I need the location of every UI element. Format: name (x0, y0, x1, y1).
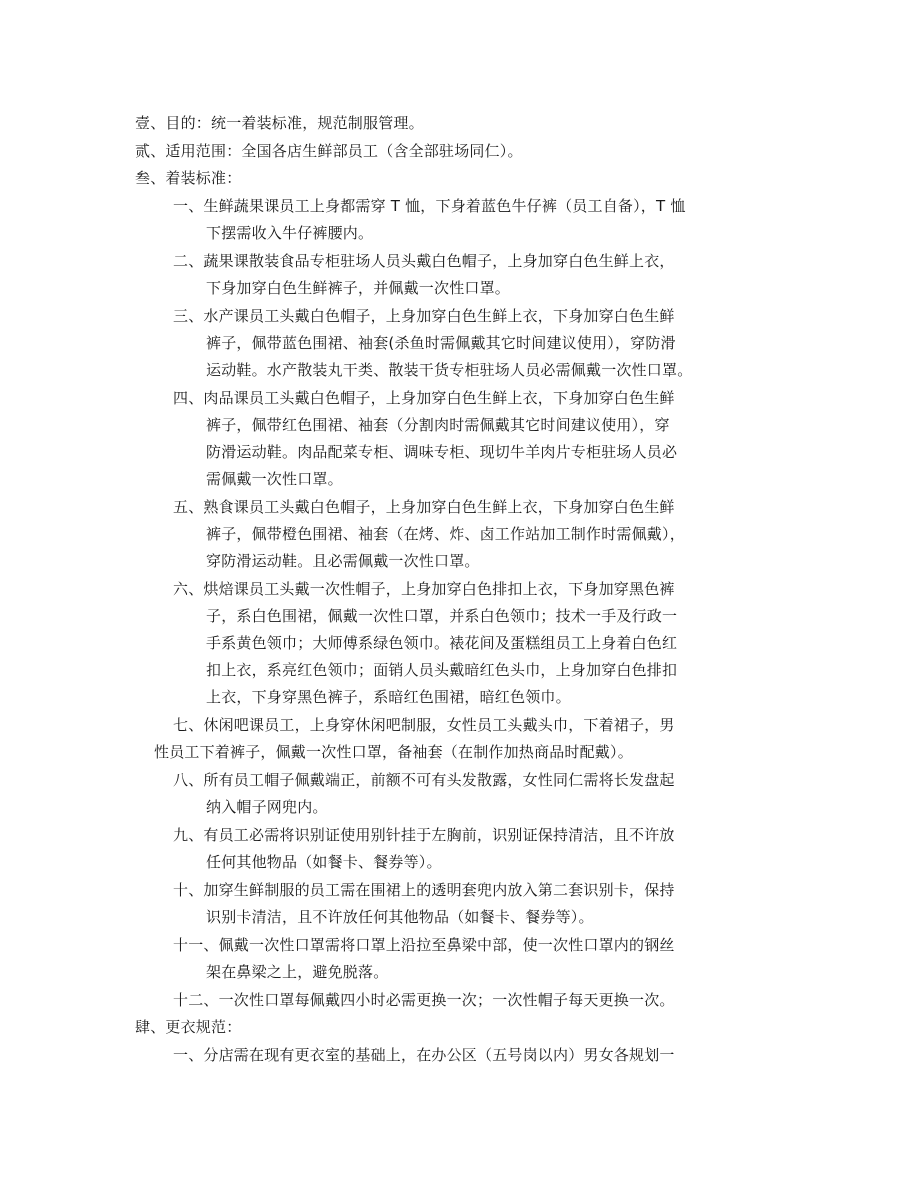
list-item: 八、所有员工帽子佩戴端正，前额不可有头发散露，女性同仁需将长发盘起 (173, 771, 675, 789)
list-item-continuation: 运动鞋。水产散装丸干类、散装干货专柜驻场人员必需佩戴一次性口罩。 (206, 361, 693, 379)
section-heading: 肆、更衣规范： (135, 1018, 242, 1036)
list-item: 十、加穿生鲜制服的员工需在围裙上的透明套兜内放入第二套识别卡，保持 (173, 881, 675, 899)
section-heading: 壹、目的：统一着装标准，规范制服管理。 (135, 114, 424, 132)
list-item-continuation: 裤子，佩带橙色围裙、袖套（在烤、炸、卤工作站加工制作时需佩戴）， (206, 525, 685, 543)
list-item-continuation: 架在鼻梁之上，避免脱落。 (206, 963, 389, 981)
list-item: 四、肉品课员工头戴白色帽子，上身加穿白色生鲜上衣，下身加穿白色生鲜 (173, 389, 675, 407)
list-item-continuation: 扣上衣，系亮红色领巾；面销人员头戴暗红色头巾，上身加穿白色排扣 (206, 661, 678, 679)
list-item-continuation: 裤子，佩带红色围裙、袖套（分割肉时需佩戴其它时间建议使用），穿 (206, 416, 670, 434)
list-item-continuation: 识别卡清洁，且不许放任何其他物品（如餐卡、餐券等）。 (206, 908, 594, 926)
list-item-continuation: 子，系白色围裙，佩戴一次性口罩，并系白色领巾；技术一手及行政一 (206, 607, 678, 625)
list-item-continuation: 防滑运动鞋。肉品配菜专柜、调味专柜、现切牛羊肉片专柜驻场人员必 (206, 443, 678, 461)
section-heading: 叁、着装标准： (135, 169, 242, 187)
list-item-continuation: 上衣，下身穿黑色裤子，系暗红色围裙，暗红色领巾。 (206, 688, 571, 706)
list-item-continuation: 穿防滑运动鞋。且必需佩戴一次性口罩。 (206, 552, 480, 570)
list-item: 三、水产课员工头戴白色帽子，上身加穿白色生鲜上衣，下身加穿白色生鲜 (173, 307, 675, 325)
list-item-continuation: 手系黄色领巾；大师傅系绿色领巾。裱花间及蛋糕组员工上身着白色红 (206, 634, 678, 652)
list-item-continuation: 需佩戴一次性口罩。 (206, 470, 343, 488)
list-item-continuation: 任何其他物品（如餐卡、餐券等）。 (206, 853, 442, 871)
list-item: 十二、一次性口罩每佩戴四小时必需更换一次；一次性帽子每天更换一次。 (173, 991, 675, 1009)
section-heading: 贰、适用范围：全国各店生鲜部员工（含全部驻场同仁）。 (135, 142, 523, 160)
list-item: 一、生鲜蔬果课员工上身都需穿 T 恤，下身着蓝色牛仔裤（员工自备），T 恤 (173, 197, 686, 215)
list-item-continuation: 下摆需收入牛仔裤腰内。 (206, 224, 374, 242)
list-item: 九、有员工必需将识别证使用别针挂于左胸前，识别证保持清洁，且不许放 (173, 826, 675, 844)
list-item: 二、蔬果课散装食品专柜驻场人员头戴白色帽子，上身加穿白色生鲜上衣， (173, 252, 675, 270)
list-item-continuation: 性员工下着裤子，佩戴一次性口罩，备袖套（在制作加热商品时配戴）。 (154, 743, 633, 761)
list-item: 七、休闲吧课员工，上身穿休闲吧制服，女性员工头戴头巾，下着裙子，男 (173, 716, 675, 734)
list-item: 十一、佩戴一次性口罩需将口罩上沿拉至鼻梁中部，使一次性口罩内的钢丝 (173, 936, 675, 954)
list-item: 五、熟食课员工头戴白色帽子，上身加穿白色生鲜上衣，下身加穿白色生鲜 (173, 498, 675, 516)
list-item-continuation: 裤子，佩带蓝色围裙、袖套(杀鱼时需佩戴其它时间建议使用），穿防滑 (206, 334, 676, 352)
list-item: 一、分店需在现有更衣室的基础上，在办公区（五号岗以内）男女各规划一 (173, 1046, 675, 1064)
list-item-continuation: 纳入帽子网兜内。 (206, 798, 328, 816)
list-item-continuation: 下身加穿白色生鲜裤子，并佩戴一次性口罩。 (206, 279, 511, 297)
list-item: 六、烘焙课员工头戴一次性帽子，上身加穿白色排扣上衣，下身加穿黑色裤 (173, 580, 675, 598)
